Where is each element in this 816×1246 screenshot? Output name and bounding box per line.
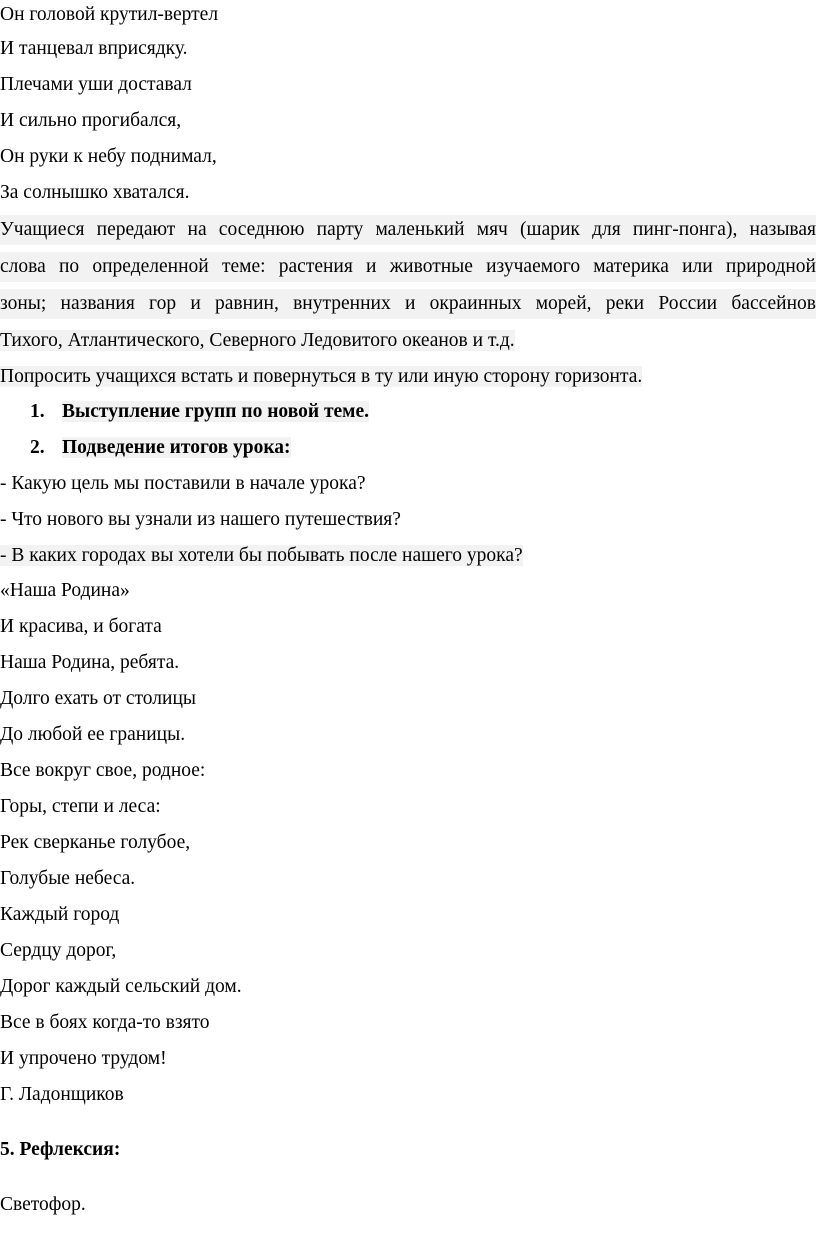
paragraph-line-3: зоны; названия гор и равнин, внутренних и окраинных морей, реки России бассейнов [0, 289, 816, 319]
poem2-line-11: Дорог каждый сельский дом. [0, 976, 242, 997]
poem1-line-1: Он головой крутил-вертел [0, 4, 219, 25]
instruction-text: Попросить учащихся встать и повернуться в ту или иную сторону горизонта. [0, 366, 643, 387]
list-item-1-number: 1. [30, 401, 45, 422]
list-item-2-text: Подведение итогов урока: [62, 437, 291, 458]
poem2-line-1: И красива, и богата [0, 616, 162, 637]
paragraph-line-4 [0, 326, 515, 356]
list-item-2 [30, 433, 291, 463]
poem2-line-8: Голубые небеса. [0, 868, 136, 889]
list-item-2-number: 2. [30, 437, 45, 458]
poem2-line-3: Долго ехать от столицы [0, 688, 196, 709]
poem1-line-4: И сильно прогибался, [0, 110, 182, 131]
paragraph-line-2: слова по определенной теме: растения и животные изучаемого материка или природной [0, 252, 816, 282]
paragraph-line-4-text: Тихого, Атлантического, Северного Ледовитого океанов и т.д. [0, 330, 515, 351]
poem1-line-2: И танцевал вприсядку. [0, 38, 188, 59]
question-1: - Какую цель мы поставили в начале урока? [0, 473, 366, 494]
poem2-line-4: До любой ее границы. [0, 724, 186, 745]
question-3: - В каких городах вы хотели бы побывать после нашего урока? [0, 545, 523, 566]
paragraph-line-1: Учащиеся передают на соседнюю парту маленький мяч (шарик для пинг-понга), называя [0, 215, 816, 245]
poem2-line-5: Все вокруг свое, родное: [0, 760, 206, 781]
poem2-line-6: Горы, степи и леса: [0, 796, 161, 817]
poem1-line-3: Плечами уши доставал [0, 74, 192, 95]
poem2-line-12: Все в боях когда-то взято [0, 1012, 210, 1033]
question-3-line [0, 541, 523, 571]
poem1-line-5: Он руки к небу поднимал, [0, 146, 217, 167]
final-line: Светофор. [0, 1194, 86, 1215]
poem2-line-2: Наша Родина, ребята. [0, 652, 180, 673]
list-item-1-text: Выступление групп по новой теме. [62, 401, 369, 422]
poem2-author: Г. Ладонщиков [0, 1084, 124, 1105]
section-heading: 5. Рефлексия: [0, 1139, 121, 1160]
poem2-line-9: Каждый город [0, 904, 120, 925]
question-2: - Что нового вы узнали из нашего путешествия? [0, 509, 401, 530]
poem2-line-13: И упрочено трудом! [0, 1048, 167, 1069]
poem2-line-7: Рек сверканье голубое, [0, 832, 191, 853]
poem2-line-10: Сердцу дорог, [0, 940, 117, 961]
poem1-line-6: За солнышко хватался. [0, 182, 190, 203]
instruction-line [0, 362, 642, 392]
list-item-1 [30, 397, 369, 427]
poem2-title: «Наша Родина» [0, 580, 130, 601]
